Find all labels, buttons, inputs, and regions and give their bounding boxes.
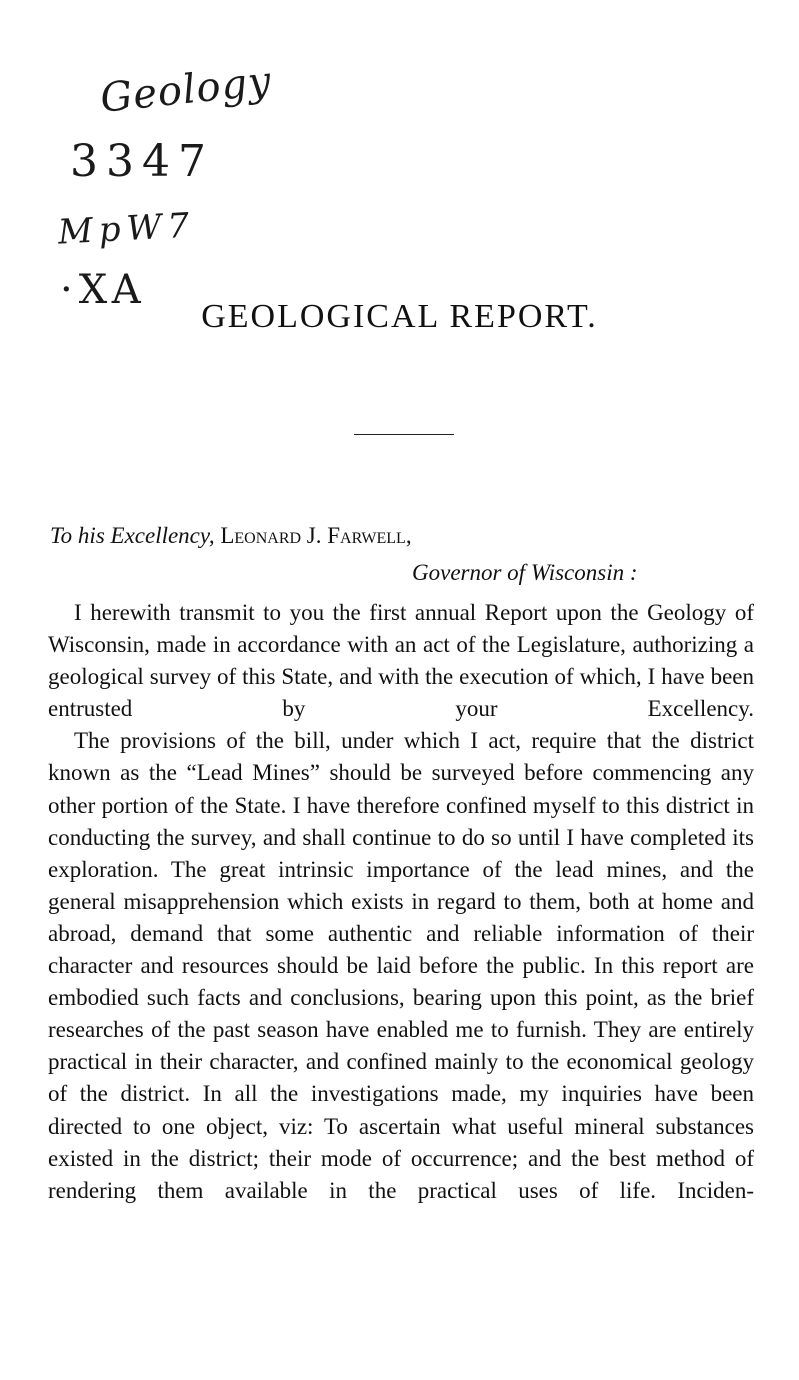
salutation-prefix: To his Excellency, [50, 523, 215, 548]
recipient-name: Leonard J. Farwell, [220, 523, 412, 548]
salutation-line [50, 523, 412, 549]
handwritten-annotation-number: 3347 [70, 136, 214, 187]
handwritten-annotation-code: MpW7 [57, 205, 197, 253]
recipient-office: Governor of Wisconsin : [412, 560, 638, 585]
page-title: GEOLOGICAL REPORT. [201, 298, 598, 335]
title-divider [354, 434, 454, 435]
handwritten-annotation-subject: Geology [98, 58, 274, 122]
report-body [48, 597, 754, 1207]
handwritten-annotation-suffix: ·XA [60, 267, 147, 313]
body-paragraph: I herewith transmit to you the first annual Report upon the Geology of Wisconsin, made in accordance with an act of the Legislature, authorizing a geological survey of this State, and with the execution of which, I have been entrusted by your Excellency. [48, 600, 754, 722]
body-paragraph: The provisions of the bill, under which I act, require that the district known as the “Lead Mines” should be surveyed before commencing any other portion of the State. I have therefore confined myself to this district in conducting the survey, and shall continue to do so until I have completed its exploration. The great intrinsic importance of the lead mines, and the general misapprehension which exists in regard to them, both at home and abroad, demand that some authentic and reliable information of their character and resources should be laid before the public. In this report are embodied such facts and conclusions, bearing upon this point, as the brief researches of the past season have enabled me to furnish. They are entirely practical in their character, and confined mainly to the economical geology of the district. In all the investigations made, my inquiries have been directed to one object, viz: To ascertain what useful mineral substances existed in the district; their mode of occurrence; and the best method of rendering them available in the practical uses of life. Inciden- [48, 728, 754, 1203]
